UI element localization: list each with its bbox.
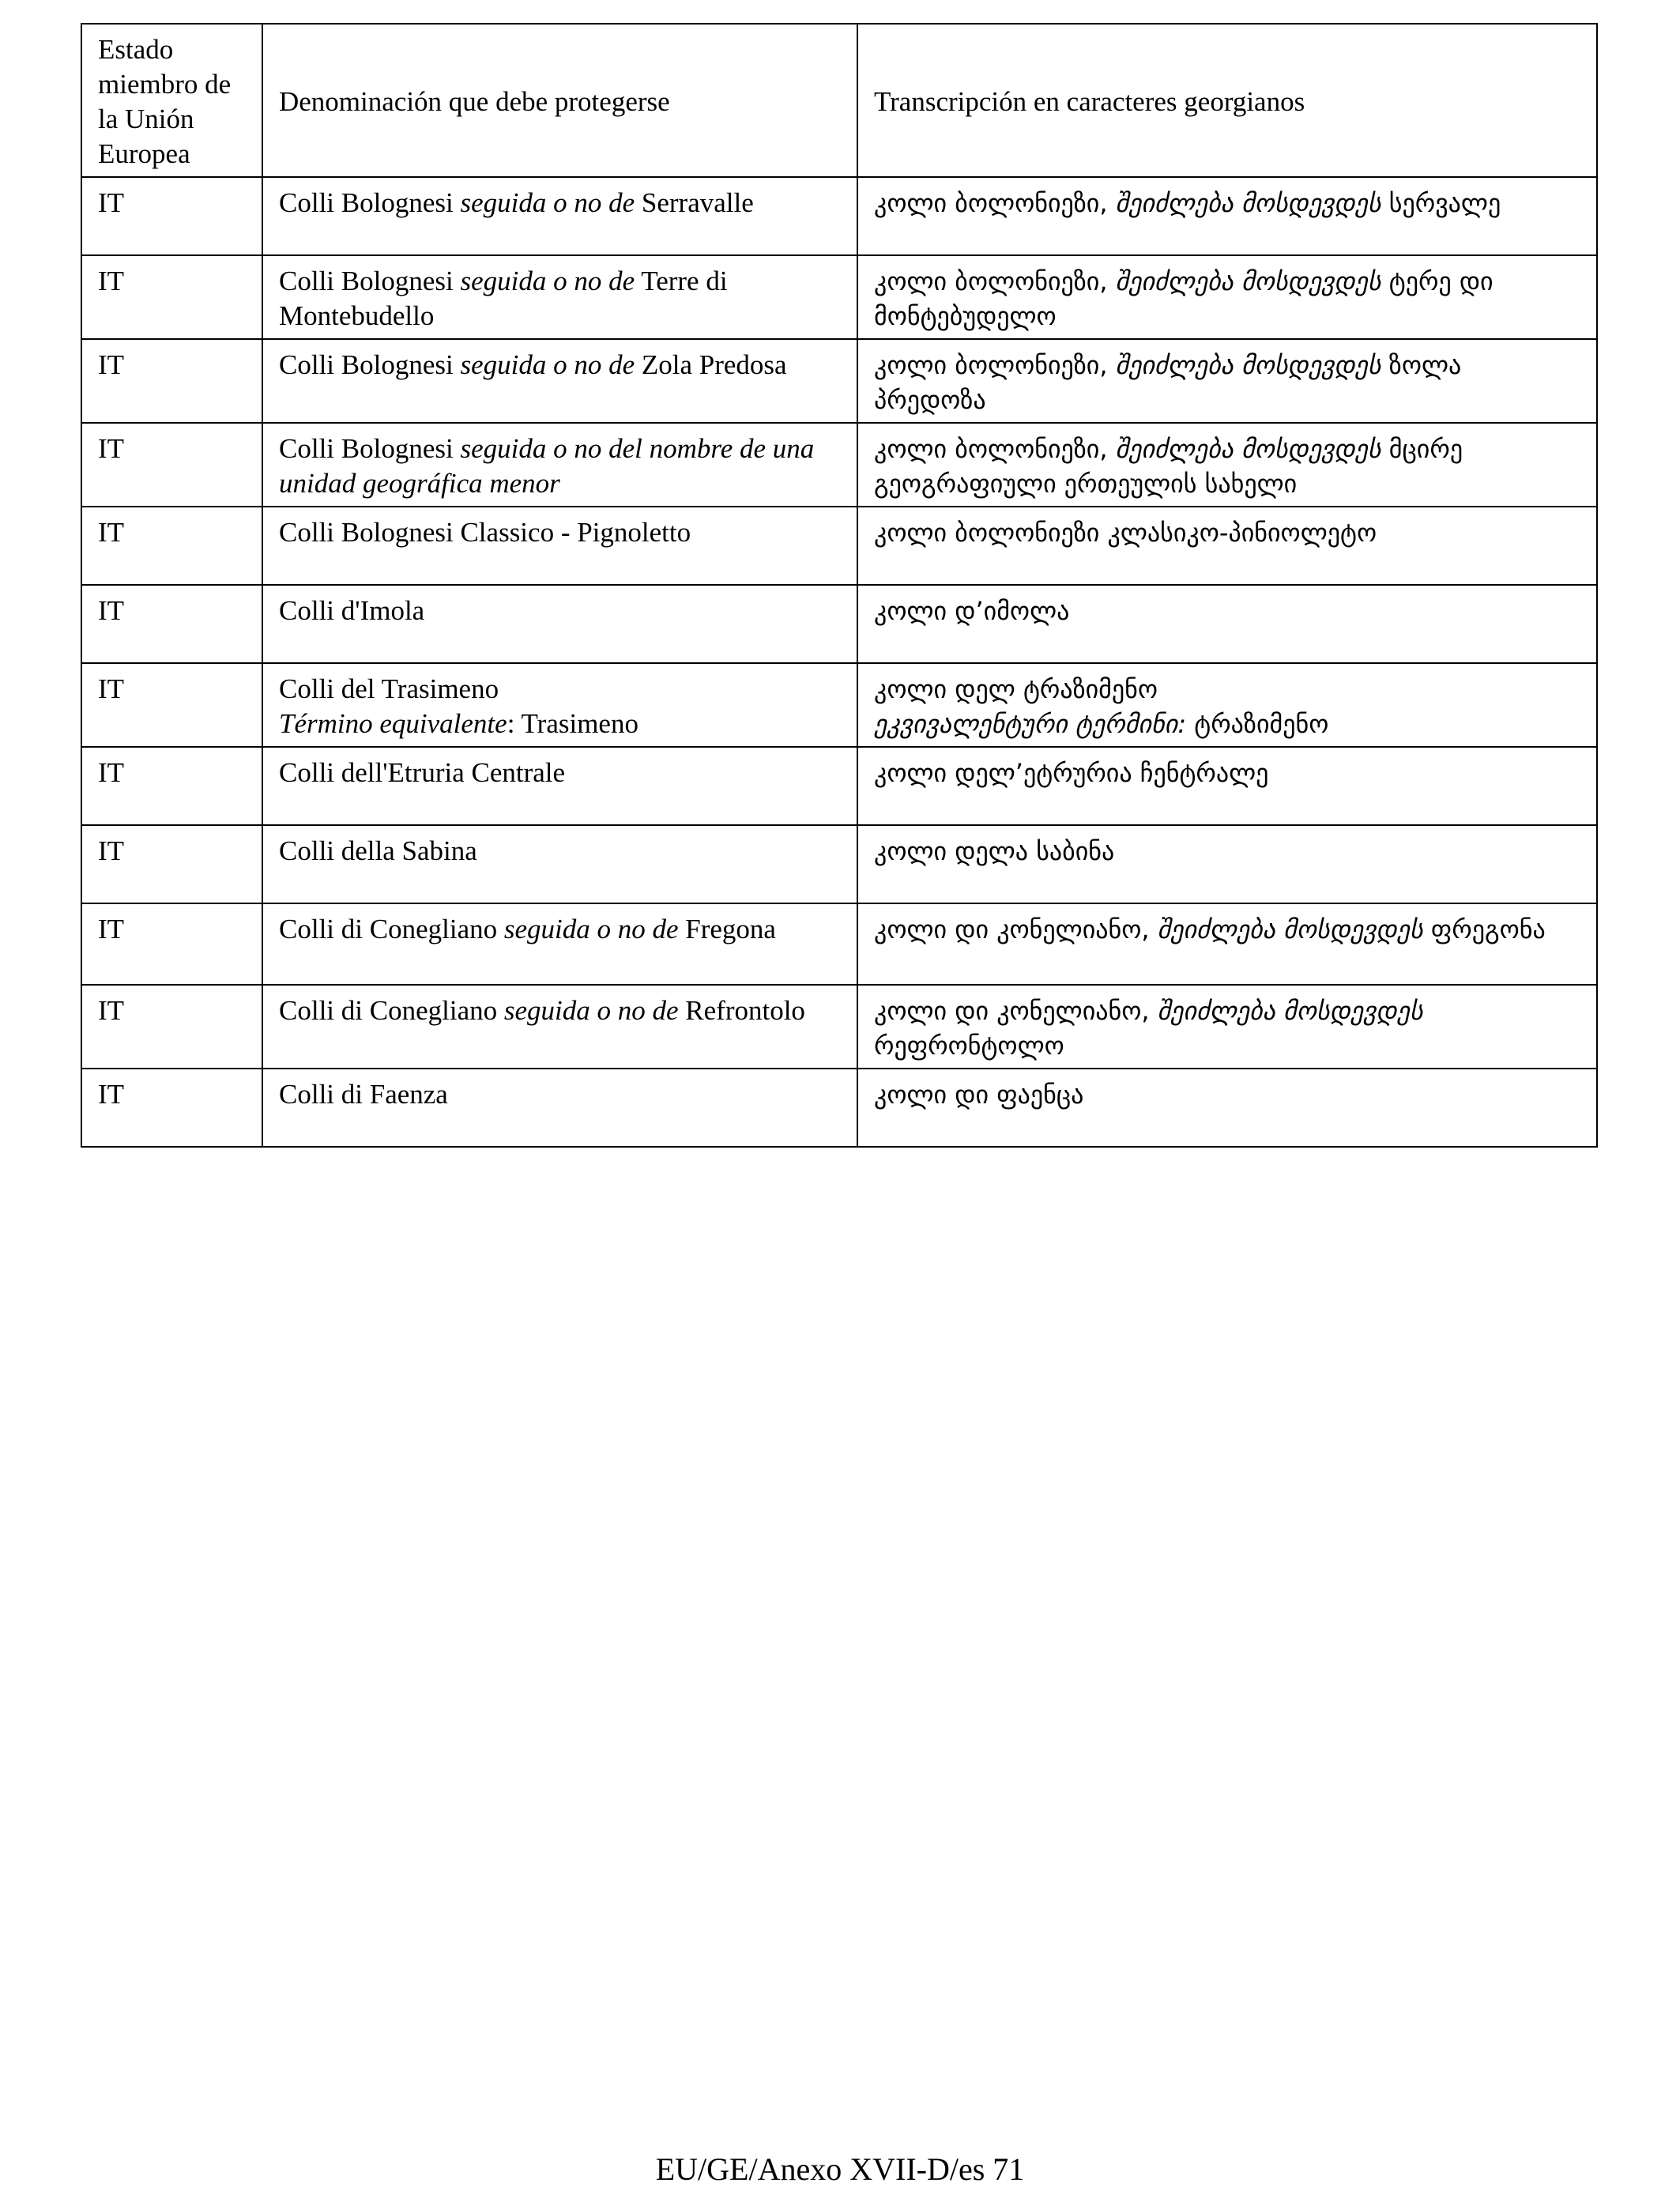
transcription-suffix-text: ტერე დი მონტებუდელო [874, 266, 1494, 331]
georgian-transcription-cell [857, 585, 1597, 663]
denomination-text: Colli della Sabina [279, 835, 477, 866]
header-member-state: Estado miembro de la Unión Europea [81, 24, 262, 177]
member-state-cell: IT [81, 585, 262, 663]
denomination-text: Colli Bolognesi [279, 349, 461, 380]
member-state-cell: IT [81, 1069, 262, 1147]
table-row [81, 507, 1597, 585]
equivalent-term-label: Término equivalente [279, 708, 507, 739]
transcription-text: კოლი დელ’ეტრურია ჩენტრალე [874, 758, 1269, 788]
transcription-text: კოლი დი კონელიანო, [874, 996, 1158, 1026]
denomination-text: Colli d'Imola [279, 595, 425, 626]
denomination-cell [262, 423, 857, 507]
transcription-text: კოლი დი კონელიანო, [874, 914, 1158, 944]
transcription-equivalent-line [874, 707, 1580, 741]
denomination-suffix-text: Zola Predosa [635, 349, 787, 380]
table-body [81, 24, 1597, 1147]
transcription-italic-text: შეიძლება მოსდევდეს [1115, 350, 1381, 380]
member-state-cell: IT [81, 339, 262, 423]
georgian-transcription-cell [857, 903, 1597, 985]
denomination-cell [262, 177, 857, 255]
member-state-cell: IT [81, 177, 262, 255]
georgian-transcription-cell [857, 423, 1597, 507]
denomination-text: Colli Bolognesi [279, 433, 461, 464]
transcription-italic-text: შეიძლება მოსდევდეს [1115, 434, 1381, 464]
table-row [81, 903, 1597, 985]
equivalent-term-value: : Trasimeno [507, 708, 638, 739]
georgian-transcription-cell [857, 1069, 1597, 1147]
transcription-equivalent-label: ეკვივალენტური ტერმინი: [874, 709, 1187, 739]
table-row [81, 585, 1597, 663]
table-row [81, 423, 1597, 507]
denomination-suffix-text: Fregona [678, 914, 776, 944]
denominations-table [81, 23, 1598, 1148]
denomination-italic-text: seguida o no del nombre de una unidad geográfica menor [279, 433, 815, 499]
denomination-cell [262, 663, 857, 747]
transcription-text: კოლი დ’იმოლა [874, 596, 1070, 626]
georgian-transcription-cell [857, 339, 1597, 423]
equivalent-term-line [279, 707, 841, 741]
transcription-text: კოლი ბოლონიეზი კლასიკო-პინიოლეტო [874, 518, 1377, 548]
table-header-row [81, 24, 1597, 177]
denomination-text: Colli del Trasimeno [279, 673, 499, 704]
table-row [81, 825, 1597, 903]
denomination-text: Colli Bolognesi [279, 266, 461, 296]
denomination-suffix-text: Terre di Montebudello [279, 266, 728, 331]
denomination-cell [262, 255, 857, 339]
transcription-suffix-text: ზოლა პრედოზა [874, 350, 1462, 415]
header-transcription: Transcripción en caracteres georgianos [857, 24, 1597, 177]
table-row [81, 663, 1597, 747]
transcription-suffix-text: სერვალე [1381, 188, 1501, 218]
denomination-cell [262, 985, 857, 1069]
denomination-text: Colli di Conegliano [279, 914, 504, 944]
georgian-transcription-cell [857, 255, 1597, 339]
transcription-equivalent-value: ტრაზიმენო [1186, 709, 1329, 739]
denomination-italic-text: seguida o no de [503, 914, 679, 944]
transcription-italic-text: შეიძლება მოსდევდეს [1157, 996, 1423, 1026]
transcription-text: კოლი დელა საბინა [874, 836, 1115, 866]
table-row [81, 747, 1597, 825]
denomination-cell [262, 903, 857, 985]
denomination-text: Colli di Faenza [279, 1079, 448, 1110]
table-row [81, 339, 1597, 423]
transcription-text: კოლი ბოლონიეზი, [874, 266, 1116, 296]
denomination-text: Colli dell'Etruria Centrale [279, 757, 566, 788]
transcription-text: კოლი დელ ტრაზიმენო [874, 674, 1158, 704]
transcription-italic-text: შეიძლება მოსდევდეს [1115, 266, 1381, 296]
denomination-text: Colli di Conegliano [279, 995, 504, 1026]
denomination-cell [262, 1069, 857, 1147]
denomination-italic-text: seguida o no de [460, 187, 635, 218]
georgian-transcription-cell [857, 663, 1597, 747]
denomination-cell [262, 585, 857, 663]
page-footer-reference: EU/GE/Anexo XVII-D/es 71 [655, 2151, 1025, 2187]
member-state-cell: IT [81, 663, 262, 747]
georgian-transcription-cell [857, 507, 1597, 585]
denomination-italic-text: seguida o no de [503, 995, 679, 1026]
table-row [81, 255, 1597, 339]
transcription-suffix-text: მცირე გეოგრაფიული ერთეულის სახელი [874, 434, 1463, 499]
member-state-cell: IT [81, 255, 262, 339]
denomination-text: Colli Bolognesi [279, 187, 461, 218]
transcription-text: კოლი ბოლონიეზი, [874, 350, 1116, 380]
member-state-cell: IT [81, 903, 262, 985]
transcription-text: კოლი ბოლონიეზი, [874, 188, 1116, 218]
georgian-transcription-cell [857, 825, 1597, 903]
member-state-cell: IT [81, 985, 262, 1069]
member-state-cell: IT [81, 747, 262, 825]
denomination-cell [262, 747, 857, 825]
table-row [81, 1069, 1597, 1147]
table-row [81, 177, 1597, 255]
denomination-cell [262, 339, 857, 423]
denomination-cell [262, 825, 857, 903]
denomination-cell [262, 507, 857, 585]
header-name: Denominación que debe protegerse [262, 24, 857, 177]
transcription-text: კოლი დი ფაენცა [874, 1080, 1084, 1110]
member-state-cell: IT [81, 507, 262, 585]
table-row [81, 985, 1597, 1069]
denomination-suffix-text: Refrontolo [678, 995, 805, 1026]
transcription-suffix-text: ფრეგონა [1422, 914, 1546, 944]
transcription-italic-text: შეიძლება მოსდევდეს [1157, 914, 1423, 944]
transcription-suffix-text: რეფრონტოლო [874, 1031, 1064, 1061]
georgian-transcription-cell [857, 177, 1597, 255]
denomination-italic-text: seguida o no de [460, 349, 635, 380]
denomination-text: Colli Bolognesi Classico - Pignoletto [279, 517, 691, 548]
denomination-italic-text: seguida o no de [460, 266, 635, 296]
member-state-cell: IT [81, 825, 262, 903]
georgian-transcription-cell [857, 747, 1597, 825]
transcription-italic-text: შეიძლება მოსდევდეს [1115, 188, 1381, 218]
denomination-suffix-text: Serravalle [635, 187, 754, 218]
member-state-cell: IT [81, 423, 262, 507]
transcription-text: კოლი ბოლონიეზი, [874, 434, 1116, 464]
georgian-transcription-cell [857, 985, 1597, 1069]
